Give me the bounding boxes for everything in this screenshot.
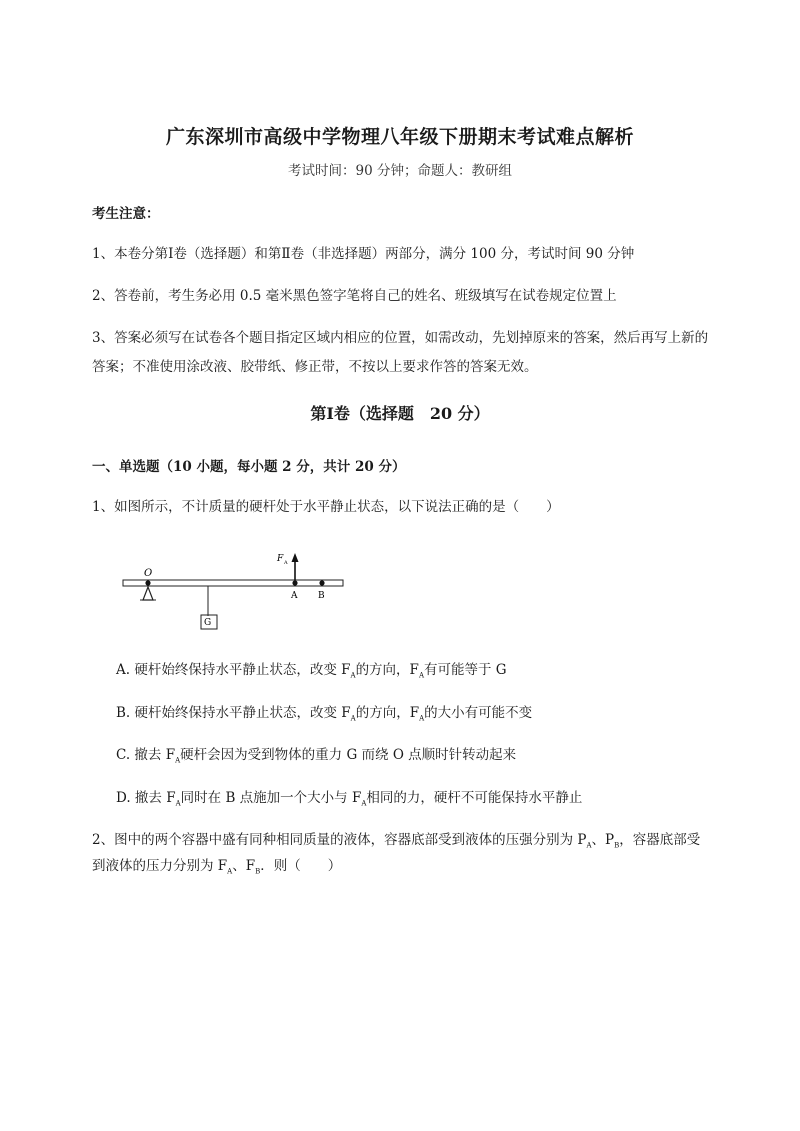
lever-bar bbox=[123, 580, 343, 586]
option-a[interactable]: A. 硬杆始终保持水平静止状态，改变 $F_A$的方向，$F_A$有可能等于 G bbox=[116, 662, 507, 680]
page-title: 广东深圳市高级中学物理八年级下册期末考试难点解析 bbox=[165, 126, 634, 148]
question-2-stem-line-2: 到液体的压力分别为 $F_A$、$F_B$．则（ ） bbox=[92, 858, 342, 876]
fulcrum-triangle bbox=[143, 587, 153, 600]
section-title: 第Ⅰ卷（选择题 20 分） bbox=[310, 404, 490, 423]
notice-heading: 考生注意： bbox=[92, 206, 160, 222]
point-b bbox=[319, 580, 324, 585]
label-f: F bbox=[277, 554, 284, 564]
force-arrow-head bbox=[292, 553, 299, 562]
label-o: O bbox=[144, 568, 153, 579]
option-c[interactable]: C. 撤去 $F_A$硬杆会因为受到物体的重力 G 而绕 O 点顺时针转动起来 bbox=[116, 747, 517, 765]
question-group-title: 一、单选题（10 小题，每小题 2 分，共计 20 分） bbox=[92, 459, 406, 475]
label-a: A bbox=[291, 591, 298, 601]
notice-item-3: 3、答案必须写在试卷各个题目指定区域内相应的位置，如需改动，先划掉原来的答案，然后再写上新的答案；不准使用涂改液、胶带纸、修正带，不按以上要求作答的答案无效。 bbox=[92, 330, 709, 375]
point-a bbox=[292, 580, 297, 585]
option-b[interactable]: B. 硬杆始终保持水平静止状态，改变 $F_A$的方向，$F_A$的大小有可能不变 bbox=[116, 705, 533, 723]
notice-item-2: 2、答卷前，考生务必用 0.5 毫米黑色签字笔将自己的姓名、班级填写在试卷规定位置上 bbox=[92, 288, 617, 304]
pivot-point-o bbox=[145, 580, 150, 585]
option-d[interactable]: D. 撤去 $F_A$同时在 B 点施加一个大小与 $F_A$相同的力，硬杆不可能保持水平静止 bbox=[116, 790, 583, 808]
exam-info: 考试时间：90 分钟；命题人：教研组 bbox=[288, 163, 512, 179]
label-b: B bbox=[318, 591, 325, 601]
label-f-sub: A bbox=[284, 560, 288, 566]
question-1-stem: 1、如图所示，不计质量的硬杆处于水平静止状态，以下说法正确的是（ ） bbox=[92, 499, 560, 515]
question-2-stem-line-1: 2、图中的两个容器中盛有同种相同质量的液体，容器底部受到液体的压强分别为 $P_A$、$P_B$，容器底部受 bbox=[92, 832, 701, 850]
label-g: G bbox=[204, 618, 212, 628]
lever-diagram bbox=[118, 546, 350, 638]
notice-item-1: 1、本卷分第Ⅰ卷（选择题）和第Ⅱ卷（非选择题）两部分，满分 100 分，考试时间 90 分钟 bbox=[92, 246, 635, 262]
